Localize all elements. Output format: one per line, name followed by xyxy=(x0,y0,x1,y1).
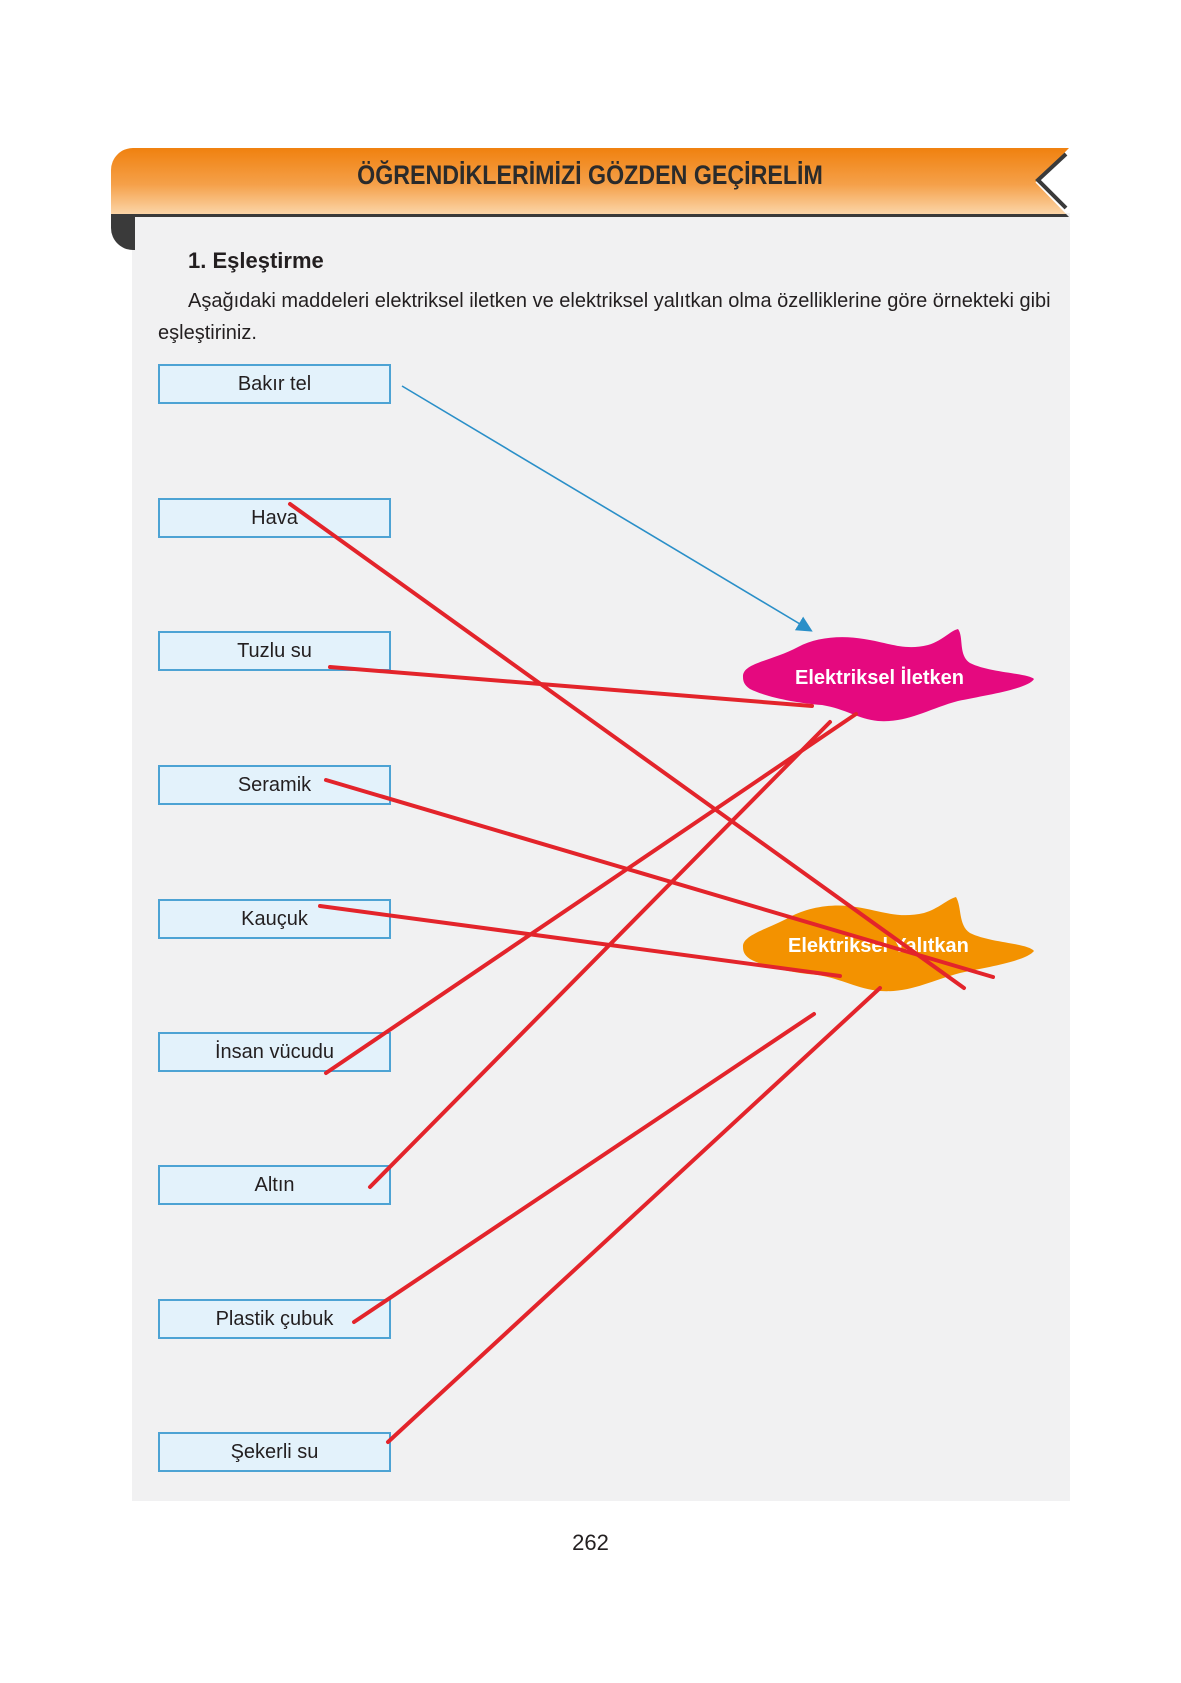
student-line-tuzlu-su xyxy=(330,667,812,706)
item-label: Plastik çubuk xyxy=(215,1307,334,1330)
student-line-plastik-cubuk xyxy=(354,1014,814,1322)
student-line-kaucuk xyxy=(320,906,840,976)
item-label: İnsan vücudu xyxy=(215,1040,334,1063)
item-label: Altın xyxy=(254,1173,295,1196)
banner-title: ÖĞRENDİKLERİMİZİ GÖZDEN GEÇİRELİM xyxy=(357,160,823,190)
page-number: 262 xyxy=(572,1530,609,1555)
item-label: Bakır tel xyxy=(237,372,312,395)
item-label: Tuzlu su xyxy=(237,639,312,662)
item-label: Hava xyxy=(251,506,298,529)
item-label: Seramik xyxy=(237,773,312,796)
student-line-seramik xyxy=(326,780,993,977)
insulator-label: Elektriksel Yalıtkan xyxy=(788,935,969,957)
exercise-title: 1. Eşleştirme xyxy=(188,248,324,273)
conductor-label: Elektriksel İletken xyxy=(795,667,964,689)
item-label: Kauçuk xyxy=(241,907,308,930)
exercise-instructions: Aşağıdaki maddeleri elektriksel iletken ve elektriksel yalıtkan olma özelliklerine göre örnekteki gibi eşleştiriniz. xyxy=(158,290,1051,344)
student-line-insan-vucudu xyxy=(326,714,856,1073)
student-line-altin xyxy=(370,722,830,1187)
item-label: Şekerli su xyxy=(230,1440,319,1463)
example-line-bakir-tel xyxy=(402,386,810,630)
student-line-sekerli-su xyxy=(388,988,880,1442)
